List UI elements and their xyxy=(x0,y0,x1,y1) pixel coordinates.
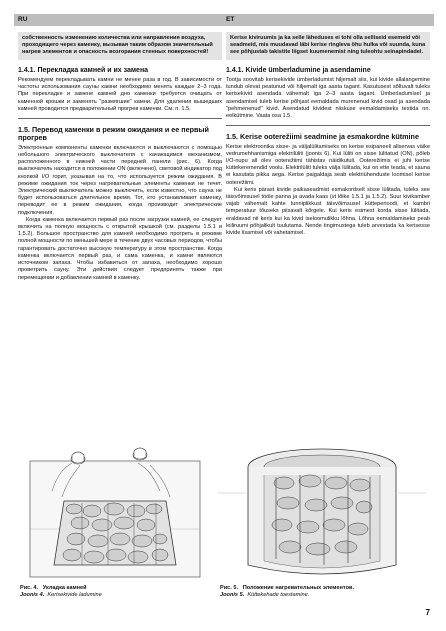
section-1-4-1-body-et: Tootja soovitab kerisekivide ümberladumist hiljemalt siis, kui kivide allalangemine tundub olevat peatunud või hiljemalt iga aasta tagant. Kasutusest sõltuvalt tuleks kerisekivid asendada vähemalt iga 2–3 aasta tagant. Ümberladumisel ja asendamisel tuleb kerise põhjast eemaldada murenenud kivid osad ja asendada "pehmenenud" kivid. Asendatud kividest niiskuse eemaldamiseks testida nn. eelkütmine. Vaata osa 1.5. xyxy=(226,77,430,120)
section-1-5-title-ru: 1.5. Перевод каменки в режим ожидания и ее первый прогрев xyxy=(18,125,209,143)
figure-5-text-et: Küttekehade toestamine. xyxy=(247,592,310,598)
section-1-4-1-body-ru: Рекомендуем перекладывать камни не менее раза в год. В зависимости от частоты использования сауны камни необходимо менять каждые 2–3 года. При перекладке и замене камней дно каменки требуется очищать от каменной крошки и заменять "размягшие" камни. Для удаления вышедших камней проводится предварительный прогрев каменки. См. п. 1.5. xyxy=(18,77,222,112)
column-et xyxy=(226,32,430,237)
section-1-5-title-et: 1.5. Kerise ooterežiimi seadmine ja esmakordne kütmine xyxy=(226,132,419,142)
figure-5-label-et: Joonis 5. xyxy=(220,592,245,598)
figure-4-caption xyxy=(20,585,210,599)
column-ru xyxy=(18,32,222,282)
figures-area xyxy=(18,433,428,598)
section-divider xyxy=(226,125,430,126)
figure-4-text-ru: Укладка камней xyxy=(42,585,87,591)
figure-4-label-et: Joonis 4. xyxy=(20,592,45,598)
stone-stacking-illustration xyxy=(20,433,210,581)
figure-5-text-ru: Положение нагревательных элементов. xyxy=(242,585,354,591)
page-number: 7 xyxy=(425,608,430,617)
figure-5-caption xyxy=(220,585,426,599)
figure-5-label-ru: Рис. 5. xyxy=(220,585,239,591)
section-1-4-1-title-ru: 1.4.1. Перекладка камней и их замена xyxy=(18,66,149,74)
language-tag-et: ET xyxy=(222,14,434,26)
section-1-5-paragraph-1-et: Kerise elektroonika sisse- ja väljalülitamiseks on kerise esipaneeli allservas väike vedrumehhanismiga elektrilüliti (joonis 6). Kui lüliti on sisse lülitatud (ON), põleb I/O-nupu all olev ooterežiimi tähistav näidikutuli. Ooterežiimis ei juhi kerise küttekeremendid voolu. Elektrilüliti tuleks välja lülitada, kui on ette teada, et sauna ei kasutata pikka aega. Kerise paigaldaja seab elektriühenduste loomisel kerise ooterežiimi. xyxy=(226,143,430,186)
language-tag-ru: RU xyxy=(14,14,226,26)
warning-box-et: Kerise kiviruumis ja ka selle läheduses ei tohi olla selliseid esemeid või seadmeid, mis muudavad läbi kerise ringleva õhu hulka või suunda, kuna see põhjustab takistite liigset kuumenemist ning tuleohtu seinapindadel. xyxy=(226,32,430,60)
section-divider xyxy=(18,118,222,119)
figure-4-label-ru: Рис. 4. xyxy=(20,585,39,591)
section-1-4-1-title-et: 1.4.1. Kivide ümberladumine ja asendamine xyxy=(226,66,371,74)
section-1-5-paragraph-2-ru: Когда каменка включается первый раз после загрузки камней, ее следует включить на полную мощность с открытой крышкой (см. разделы 1.5.1 и 1.5.2). Большое пространство для камней необходимо прогреть в режиме полной мощности по меньшей мере в течение двух часовых периодов, чтобы гарантировать достаточно высокую температуру в этом пространстве. Когда каменка включается первый раз, и сама каменка, и камни являются источником запаха. Чтобы избавиться от запаха, необходимо хорошо проветрить сауну. Эти действия следует предпринять также при перемещении и добавлении камней в каменку. xyxy=(18,216,222,281)
warning-box-ru: собственность изменению количества или направления воздуха, проходящего через каменку, вызывая таким образом значительный нагрев элементов и опасность возгорания стенных поверхностей! xyxy=(18,32,222,60)
section-1-5-paragraph-1-ru: Электронные компоненты каменки включаются и выключаются с помощью небольшого электрического выключателя с качающимся механизмом, расположенного в нижней части передней панели (рис. 6). Когда выключатель находится в положении ON (включено), световой индикатор под кнопкой I/O горит, указывая на то, что используется режим ожидания. В режиме ожидания ток через нагревательные элементы каменки не течет. Электрический выключатель можно выключить, если известно, что сауна не будет использоваться длительное время. Тот, кто устанавливает каменку, переводит ее в режим ожидания, когда производит электрические подключения. xyxy=(18,144,222,216)
figure-4-text-et: Kerisekivide ladumine xyxy=(47,592,102,598)
heating-elements-illustration xyxy=(218,433,426,581)
section-1-5-paragraph-2-et: Kui keris pärast kivide paikaseadmist esmakordselt sisse lülitada, tuleks see täisvõimsusel tööle panna ja avada kaas (vt lõike 1.5.1 ja 1.5.2). Suur kivikamber vajab vähemalt kahte tunniplikkust täisvõimsusel kütteperioodi, et kambri temperatuur tõuseks piisavalt kõrgele. Kui keris esimest korda sisse lülitada, eraldavad nii keris kui ka kivid iseloomulikku lõhna. Lõhna eemaldamiseks peab leiliruumi põhjalikult tuulutama. Nende tingimustega tuleb arvestada ka kerisesse kivide lisamisel või vahetamisel. xyxy=(226,186,430,237)
